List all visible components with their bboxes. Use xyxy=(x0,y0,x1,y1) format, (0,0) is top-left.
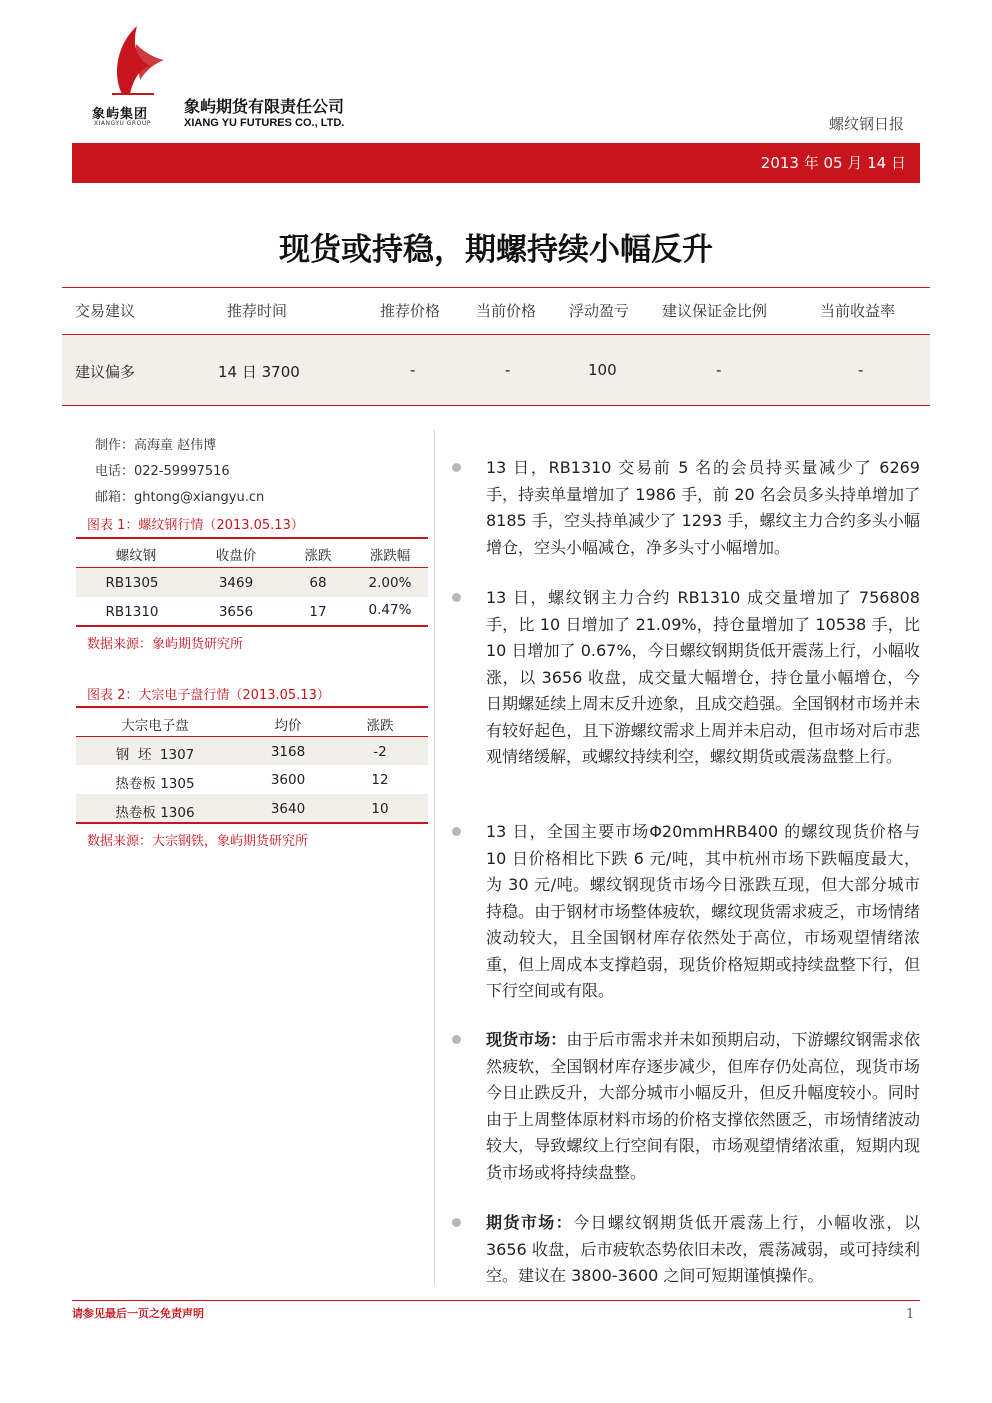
table2-cell: 12 xyxy=(371,772,389,788)
paragraph-text: 今日螺纹钢期货低开震荡上行，小幅收涨，以 3656 收盘，后市疲软态势依旧未改，震荡减弱，或可持续利空。建议在 3800-3600 之间可短期谨慎操作。 xyxy=(486,1213,920,1285)
table1-cell: 17 xyxy=(309,604,327,620)
rec-table-row xyxy=(62,335,930,405)
paragraph-text: 13 日，全国主要市场Φ20mmHRB400 的螺纹现货价格与 10 日价格相比下跌 6 元/吨，其中杭州市场下跌幅度最大，为 30 元/吨。螺纹钢现货市场今日涨跌互现，但大部分城市持稳。由于钢材市场整体疲软，螺纹现货需求疲乏，市场情绪波动较大，且全国钢材库存依然处于高位，市场观望情绪浓重，但上周成本支撑趋弱，现货价格短期或持续盘整下行，但下行空间或有限。 xyxy=(486,822,920,1000)
table2-title: 图表 2：大宗电子盘行情（2013.05.13） xyxy=(87,688,330,703)
paragraph-futures-market xyxy=(486,1210,920,1290)
rec-value-yield: - xyxy=(858,361,864,379)
table1-source: 数据来源：象屿期货研究所 xyxy=(87,637,244,652)
table1-cell: RB1310 xyxy=(105,604,159,620)
table1-header-pct: 涨跌幅 xyxy=(369,548,411,564)
rec-value-cur-price: - xyxy=(505,361,511,379)
table1-cell: 68 xyxy=(309,575,327,591)
report-date: 2013 年 05 月 14 日 xyxy=(760,154,906,172)
footer-rule xyxy=(72,1300,920,1301)
table2-source: 数据来源：大宗钢铁，象屿期货研究所 xyxy=(87,834,309,849)
table2-cell: 3640 xyxy=(270,801,306,817)
page-number: 1 xyxy=(906,1307,915,1322)
table1-title: 图表 1：螺纹钢行情（2013.05.13） xyxy=(87,518,304,533)
rec-header-margin: 建议保证金比例 xyxy=(662,302,768,320)
table2-cell: 热卷板 1306 xyxy=(115,805,195,821)
author-email: 邮箱：ghtong@xiangyu.cn xyxy=(95,490,265,505)
sail-logo-icon xyxy=(92,24,172,104)
bullet-icon xyxy=(452,827,461,836)
paragraph-text: 13 日，RB1310 交易前 5 名的会员持买量减少了 6269 手，持卖单量增加了 1986 手，前 20 名会员多头持单增加了 8185 手，空头持单减少了 1293 手，螺纹主力合约多头小幅增仓，空头小幅减仓，净多头寸小幅增加。 xyxy=(486,458,920,557)
table2-top-rule xyxy=(76,706,428,708)
rec-value-advice: 建议偏多 xyxy=(75,363,136,381)
table2-cell: 钢 坯 1307 xyxy=(115,747,195,763)
company-name-en: XIANG YU FUTURES CO., LTD. xyxy=(184,117,345,129)
paragraph-lead: 期货市场： xyxy=(486,1213,574,1232)
rec-value-time: 14 日 3700 xyxy=(218,363,300,381)
table1-cell: 2.00% xyxy=(368,575,412,591)
table2-header-avg: 均价 xyxy=(274,718,302,734)
report-type: 螺纹钢日报 xyxy=(828,115,904,133)
table2-header-name: 大宗电子盘 xyxy=(121,718,189,734)
table2-header-change: 涨跌 xyxy=(366,718,394,734)
column-divider xyxy=(434,430,435,1285)
table2-cell: 热卷板 1305 xyxy=(115,776,195,792)
paragraph-text: 由于后市需求并未如预期启动，下游螺纹钢需求依然疲软，全国钢材库存逐步减少，但库存仍处高位，现货市场今日止跌反升，大部分城市小幅反升，但反升幅度较小。同时由于上周整体原材料市场的价格支撑依然匮乏，市场情绪波动较大，导致螺纹上行空间有限，市场观望情绪浓重，短期内现货市场或将持续盘整。 xyxy=(486,1030,920,1182)
table1-header-contract: 螺纹钢 xyxy=(115,548,157,564)
paragraph-spot-market xyxy=(486,1027,920,1186)
rec-header-pnl: 浮动盈亏 xyxy=(569,302,630,320)
logo-text-cn: 象屿集团 xyxy=(92,107,149,122)
date-banner xyxy=(72,143,920,183)
paragraph-spot-price xyxy=(486,819,920,1005)
author-phone: 电话：022-59997516 xyxy=(95,464,230,479)
table1-header-change: 涨跌 xyxy=(304,548,332,564)
paragraph-volume xyxy=(486,585,920,771)
bullet-icon xyxy=(452,593,461,602)
table2-bottom-rule xyxy=(76,822,428,824)
table1-bottom-rule xyxy=(76,625,428,627)
table2-cell: 3600 xyxy=(270,772,306,788)
table1-cell: 0.47% xyxy=(368,602,412,618)
rec-header-rec-price: 推荐价格 xyxy=(380,302,441,320)
paragraph-text: 13 日，螺纹钢主力合约 RB1310 成交量增加了 756808 手，比 10 日增加了 21.09%，持仓量增加了 10538 手，比 10 日增加了 0.67%，今日螺纹钢期货低开震荡上行，小幅收涨，以 3656 收盘，成交量大幅增仓，持仓量小幅增仓，今日期螺延续上周末反升迹象，且成交趋强。全国钢材市场并未有较好起色，且下游螺纹需求上周并未启动，但市场对后市悲观情绪缓解，或螺纹持续利空，螺纹期货或震荡盘整上行。 xyxy=(486,588,920,766)
page-title: 现货或持稳，期螺持续小幅反升 xyxy=(279,232,713,268)
rec-value-rec-price: - xyxy=(410,361,416,379)
rec-value-pnl: 100 xyxy=(588,361,617,379)
rec-table-mid-rule xyxy=(62,334,930,335)
table1-cell: RB1305 xyxy=(105,575,159,591)
rec-header-yield: 当前收益率 xyxy=(820,302,896,320)
table1-cell: 3469 xyxy=(218,575,254,591)
rec-table-top-rule xyxy=(62,287,930,288)
author-makers: 制作：高海童 赵伟博 xyxy=(95,438,217,453)
table1-top-rule xyxy=(76,537,428,539)
paragraph-positions xyxy=(486,455,920,561)
bullet-icon xyxy=(452,1035,461,1044)
rec-header-time: 推荐时间 xyxy=(227,302,288,320)
rec-value-margin: - xyxy=(716,361,722,379)
bullet-icon xyxy=(452,1218,461,1227)
table2-cell: -2 xyxy=(373,744,387,760)
table2-cell: 3168 xyxy=(270,744,306,760)
logo-text-en: XIANGYU GROUP xyxy=(94,120,151,127)
footer-disclaimer: 请参见最后一页之免责声明 xyxy=(72,1307,204,1320)
table1-header-close: 收盘价 xyxy=(215,548,257,564)
rec-header-advice: 交易建议 xyxy=(75,302,136,320)
paragraph-lead: 现货市场： xyxy=(486,1030,567,1049)
table1-cell: 3656 xyxy=(218,604,254,620)
bullet-icon xyxy=(452,463,461,472)
company-name-cn: 象屿期货有限责任公司 xyxy=(184,97,345,116)
rec-table-bottom-rule xyxy=(62,405,930,406)
table2-cell: 10 xyxy=(371,801,389,817)
rec-header-cur-price: 当前价格 xyxy=(476,302,537,320)
